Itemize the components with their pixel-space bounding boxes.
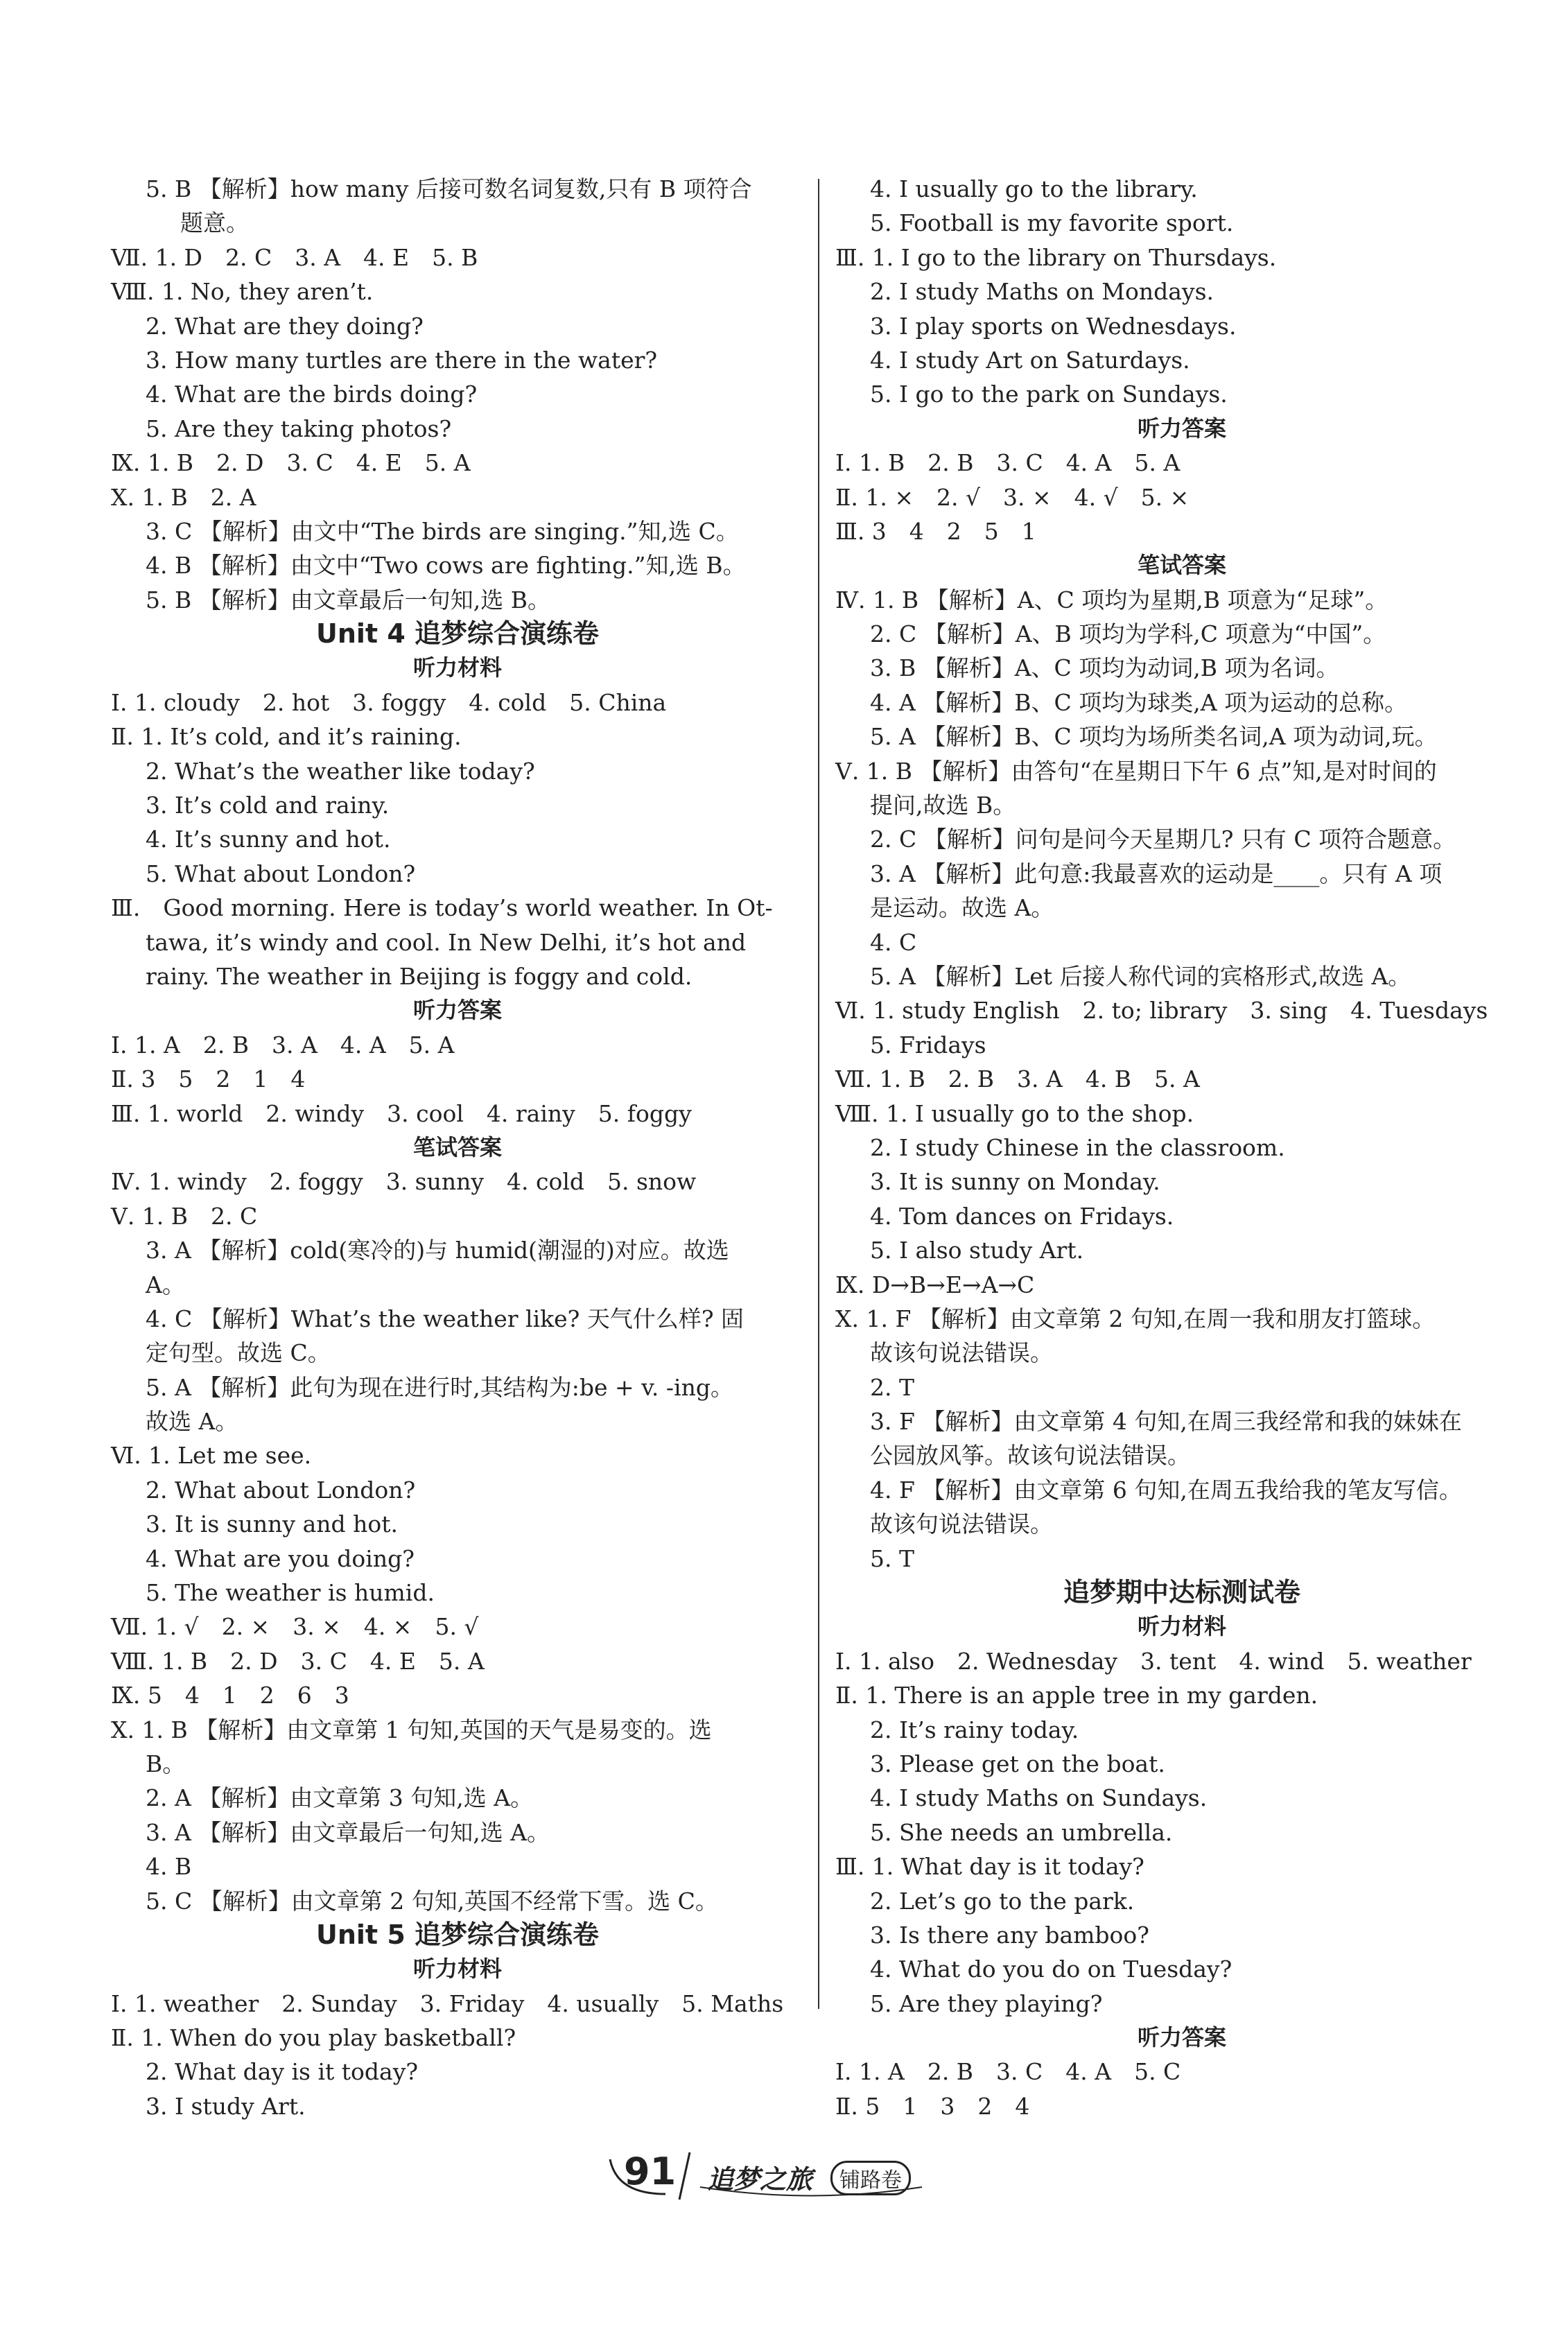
answer-line: Ⅰ. 1. weather 2. Sunday 3. Friday 4. usually 5. Maths (111, 1989, 784, 2017)
answer-line: 3. How many turtles are there in the water? (146, 346, 658, 374)
answer-line: 3. It’s cold and rainy. (146, 792, 390, 819)
answer-line: Ⅹ. 1. B 【解析】由文章第 1 句知,英国的天气是易变的。选 (111, 1716, 712, 1743)
page-footer (603, 2145, 936, 2208)
answer-line: 3. It is sunny on Monday. (870, 1168, 1160, 1196)
answer-line: B。 (146, 1750, 186, 1777)
right-column (835, 172, 1528, 2123)
section-heading: 笔试答案 (1137, 552, 1226, 579)
answer-line: 5. Are they playing? (870, 1989, 1103, 2017)
answer-line: 2. It’s rainy today. (870, 1716, 1079, 1743)
section-heading: 听力答案 (412, 997, 502, 1024)
answer-line: 4. I usually go to the library. (870, 175, 1198, 202)
answer-line: 5. I go to the park on Sundays. (870, 381, 1228, 408)
answer-line: Ⅱ. 1. It’s cold, and it’s raining. (111, 723, 462, 751)
answer-line: 3. C 【解析】由文中“The birds are singing.”知,选 C。 (146, 517, 739, 545)
answer-line: Ⅴ. 1. B 2. C (111, 1202, 258, 1230)
answer-line: 定句型。故选 C。 (146, 1339, 331, 1367)
answer-line: Ⅷ. 1. B 2. D 3. C 4. E 5. A (111, 1647, 485, 1675)
answer-line: 5. I also study Art. (870, 1237, 1084, 1264)
answer-line: 2. T (870, 1373, 914, 1401)
answer-line: 5. B 【解析】由文章最后一句知,选 B。 (146, 586, 550, 613)
answer-line: 3. I study Art. (146, 2092, 306, 2120)
answer-line: Ⅷ. 1. I usually go to the shop. (835, 1099, 1194, 1127)
answer-line: 公园放风筝。故该句说法错误。 (870, 1442, 1190, 1470)
answer-line: Ⅳ. 1. windy 2. foggy 3. sunny 4. cold 5. snow (111, 1168, 697, 1196)
answer-line: Ⅸ. 1. B 2. D 3. C 4. E 5. A (111, 449, 471, 477)
answer-line: tawa, it’s windy and cool. In New Delhi, it’s hot and (146, 928, 747, 956)
answer-line: Ⅲ. Good morning. Here is today’s world weather. In Ot- (111, 894, 773, 922)
answer-line: Ⅲ. 1. world 2. windy 3. cool 4. rainy 5. foggy (111, 1099, 692, 1127)
answer-line: 4. A 【解析】B、C 项均为球类,A 项为运动的总称。 (870, 688, 1408, 716)
answer-line: 5. A 【解析】此句为现在进行时,其结构为:be + v. -ing。 (146, 1373, 733, 1401)
answer-line: 3. F 【解析】由文章第 4 句知,在周三我经常和我的妹妹在 (870, 1408, 1462, 1436)
answer-line: 2. I study Chinese in the classroom. (870, 1133, 1285, 1161)
answer-line: 3. Please get on the boat. (870, 1750, 1165, 1777)
answer-line: 2. C 【解析】问句是问今天星期几? 只有 C 项符合题意。 (870, 826, 1456, 853)
answer-line: 4. I study Maths on Sundays. (870, 1784, 1208, 1812)
answer-line: 4. F 【解析】由文章第 6 句知,在周五我给我的笔友写信。 (870, 1476, 1462, 1504)
answer-line: Ⅶ. 1. B 2. B 3. A 4. B 5. A (835, 1065, 1200, 1093)
answer-line: Ⅱ. 5 1 3 2 4 (835, 2092, 1030, 2120)
answer-line: Ⅰ. 1. B 2. B 3. C 4. A 5. A (835, 449, 1181, 477)
answer-line: 5. The weather is humid. (146, 1579, 435, 1607)
section-heading: Unit 4 追梦综合演练卷 (316, 618, 599, 650)
answer-line: Ⅵ. 1. study English 2. to; library 3. sing 4. Tuesdays (835, 997, 1488, 1025)
answer-line: Ⅷ. 1. No, they aren’t. (111, 278, 374, 306)
section-heading: 听力材料 (1137, 1613, 1226, 1640)
answer-line: 3. A 【解析】cold(寒冷的)与 humid(潮湿的)对应。故选 (146, 1237, 729, 1264)
answer-line: Ⅸ. D→B→E→A→C (835, 1271, 1035, 1298)
answer-line: 3. I play sports on Wednesdays. (870, 312, 1237, 340)
answer-line: 3. It is sunny and hot. (146, 1510, 398, 1538)
answer-line: Ⅱ. 1. There is an apple tree in my garden. (835, 1682, 1318, 1709)
answer-line: 5. B 【解析】how many 后接可数名词复数,只有 B 项符合 (146, 175, 752, 202)
section-heading: 笔试答案 (412, 1133, 502, 1160)
answer-line: 2. What about London? (146, 1476, 416, 1504)
answer-line: 5. T (870, 1544, 914, 1572)
answer-line: Ⅱ. 3 5 2 1 4 (111, 1065, 306, 1093)
answer-line: 4. B (146, 1853, 192, 1881)
section-heading: 听力材料 (412, 654, 502, 681)
answer-line: Ⅱ. 1. × 2. √ 3. × 4. √ 5. × (835, 483, 1190, 511)
column-divider (818, 179, 819, 2009)
answer-line: Ⅴ. 1. B 【解析】由答句“在星期日下午 6 点”知,是对时间的 (835, 757, 1437, 785)
answer-line: 5. Football is my favorite sport. (870, 209, 1234, 237)
answer-line: 5. A 【解析】B、C 项均为场所类名词,A 项为动词,玩。 (870, 723, 1438, 751)
answer-line: 2. I study Maths on Mondays. (870, 278, 1214, 306)
answer-line: 2. What’s the weather like today? (146, 757, 535, 785)
answer-line: Ⅰ. 1. A 2. B 3. A 4. A 5. A (111, 1031, 455, 1059)
answer-line: Ⅰ. 1. cloudy 2. hot 3. foggy 4. cold 5. China (111, 688, 667, 716)
answer-line: 5. What about London? (146, 860, 416, 887)
section-heading: Unit 5 追梦综合演练卷 (316, 1919, 599, 1950)
answer-line: Ⅶ. 1. √ 2. × 3. × 4. × 5. √ (111, 1613, 479, 1641)
answer-line: 4. C (870, 928, 917, 956)
answer-line: 4. C 【解析】What’s the weather like? 天气什么样? 固 (146, 1305, 744, 1332)
answer-line: 4. B 【解析】由文中“Two cows are fighting.”知,选 B。 (146, 552, 746, 580)
answer-line: 4. Tom dances on Fridays. (870, 1202, 1174, 1230)
answer-line: Ⅰ. 1. A 2. B 3. C 4. A 5. C (835, 2058, 1181, 2086)
answer-line: Ⅹ. 1. F 【解析】由文章第 2 句知,在周一我和朋友打篮球。 (835, 1305, 1436, 1332)
section-heading: 追梦期中达标测试卷 (1063, 1577, 1300, 1608)
answer-line: A。 (146, 1271, 185, 1298)
answer-line: rainy. The weather in Beijing is foggy and cold. (146, 962, 692, 990)
answer-line: 故选 A。 (146, 1408, 238, 1436)
answer-line: 3. Is there any bamboo? (870, 1921, 1149, 1949)
left-column (111, 172, 804, 2123)
answer-line: 2. What day is it today? (146, 2058, 419, 2086)
answer-line: 2. C 【解析】A、B 项均为学科,C 项意为“中国”。 (870, 620, 1386, 648)
section-heading: 听力答案 (1137, 2024, 1226, 2051)
answer-line: 5. A 【解析】Let 后接人称代词的宾格形式,故选 A。 (870, 962, 1411, 990)
answer-line: Ⅰ. 1. also 2. Wednesday 3. tent 4. wind 5. weather (835, 1647, 1472, 1675)
answer-line: Ⅸ. 5 4 1 2 6 3 (111, 1682, 349, 1709)
answer-line: 题意。 (180, 209, 249, 237)
answer-line: 故该句说法错误。 (870, 1339, 1053, 1367)
brand-logo-text: 追梦之旅 (707, 2164, 813, 2195)
answer-line: 是运动。故选 A。 (870, 894, 1054, 922)
answer-line: 提问,故选 B。 (870, 792, 1016, 819)
answer-line: Ⅲ. 1. I go to the library on Thursdays. (835, 243, 1277, 271)
answer-line: 2. What are they doing? (146, 312, 424, 340)
answer-line: 5. She needs an umbrella. (870, 1818, 1173, 1846)
answer-line: 5. Are they taking photos? (146, 415, 452, 442)
section-heading: 听力答案 (1137, 415, 1226, 442)
answer-line: 5. Fridays (870, 1031, 986, 1059)
answer-line: Ⅹ. 1. B 2. A (111, 483, 256, 511)
answer-line: 3. A 【解析】此句意:我最喜欢的运动是____。只有 A 项 (870, 860, 1443, 887)
answer-line: Ⅵ. 1. Let me see. (111, 1442, 312, 1470)
answer-line: Ⅶ. 1. D 2. C 3. A 4. E 5. B (111, 243, 478, 271)
answer-line: Ⅳ. 1. B 【解析】A、C 项均为星期,B 项意为“足球”。 (835, 586, 1388, 613)
answer-line: 2. Let’s go to the park. (870, 1887, 1135, 1915)
answer-line: 2. A 【解析】由文章第 3 句知,选 A。 (146, 1784, 534, 1812)
answer-line: 故该句说法错误。 (870, 1510, 1053, 1538)
answer-line: 3. B 【解析】A、C 项均为动词,B 项为名词。 (870, 654, 1339, 682)
page-number: 91 (624, 2150, 677, 2193)
answer-line: Ⅲ. 3 4 2 5 1 (835, 517, 1036, 545)
answer-line: Ⅱ. 1. When do you play basketball? (111, 2024, 516, 2052)
answer-line: 4. What are you doing? (146, 1544, 415, 1572)
section-heading: 听力材料 (412, 1956, 502, 1983)
answer-line: Ⅲ. 1. What day is it today? (835, 1853, 1144, 1881)
series-badge: 铺路卷 (830, 2161, 911, 2195)
answer-line: 3. A 【解析】由文章最后一句知,选 A。 (146, 1818, 550, 1846)
answer-line: 4. It’s sunny and hot. (146, 826, 391, 853)
answer-line: 4. What are the birds doing? (146, 381, 478, 408)
answer-line: 4. I study Art on Saturdays. (870, 346, 1190, 374)
answer-line: 4. What do you do on Tuesday? (870, 1956, 1232, 1983)
answer-line: 5. C 【解析】由文章第 2 句知,英国不经常下雪。选 C。 (146, 1887, 718, 1915)
